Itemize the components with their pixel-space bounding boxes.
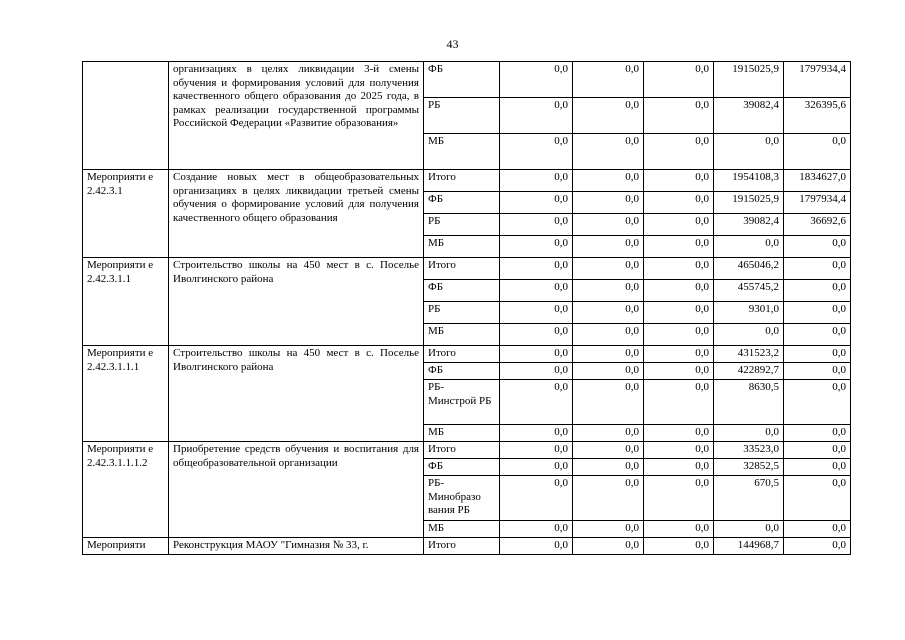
amount-cell-1: 0,0 (500, 280, 573, 302)
amount-cell-3: 0,0 (644, 236, 714, 258)
amount-cell-5: 1797934,4 (784, 192, 851, 214)
amount-cell-2: 0,0 (573, 236, 644, 258)
amount-cell-4: 422892,7 (714, 363, 784, 380)
amount-cell-3: 0,0 (644, 98, 714, 134)
measure-description-cell: Реконструкция МАОУ "Гимназия № 33, г. (169, 538, 424, 555)
amount-cell-1: 0,0 (500, 302, 573, 324)
amount-cell-1: 0,0 (500, 538, 573, 555)
amount-cell-2: 0,0 (573, 62, 644, 98)
table-row (83, 170, 851, 192)
measure-code-cell: Мероприяти е 2.42.3.1.1.1.2 (83, 442, 169, 538)
amount-cell-5: 0,0 (784, 363, 851, 380)
amount-cell-3: 0,0 (644, 258, 714, 280)
amount-cell-5: 0,0 (784, 459, 851, 476)
table-row (83, 538, 851, 555)
amount-cell-4: 670,5 (714, 476, 784, 521)
funding-source-cell: МБ (424, 236, 500, 258)
amount-cell-5: 0,0 (784, 258, 851, 280)
measure-code-cell (83, 62, 169, 170)
funding-source-cell: ФБ (424, 280, 500, 302)
funding-source-cell: РБ (424, 98, 500, 134)
funding-source-cell: ФБ (424, 192, 500, 214)
budget-table-body (83, 62, 851, 555)
funding-source-cell: РБ (424, 214, 500, 236)
amount-cell-3: 0,0 (644, 476, 714, 521)
funding-source-cell: Итого (424, 442, 500, 459)
amount-cell-4: 32852,5 (714, 459, 784, 476)
amount-cell-2: 0,0 (573, 346, 644, 363)
amount-cell-1: 0,0 (500, 170, 573, 192)
amount-cell-2: 0,0 (573, 134, 644, 170)
measure-description-cell: Строительство школы на 450 мест в с. Поселье Иволгинского района (169, 258, 424, 346)
amount-cell-1: 0,0 (500, 192, 573, 214)
funding-source-cell: РБ- Минстрой РБ (424, 380, 500, 425)
amount-cell-1: 0,0 (500, 459, 573, 476)
amount-cell-1: 0,0 (500, 62, 573, 98)
amount-cell-3: 0,0 (644, 363, 714, 380)
funding-source-cell: РБ- Минобразо вания РБ (424, 476, 500, 521)
amount-cell-1: 0,0 (500, 324, 573, 346)
amount-cell-4: 8630,5 (714, 380, 784, 425)
amount-cell-2: 0,0 (573, 380, 644, 425)
amount-cell-1: 0,0 (500, 258, 573, 280)
amount-cell-1: 0,0 (500, 521, 573, 538)
amount-cell-2: 0,0 (573, 324, 644, 346)
amount-cell-5: 0,0 (784, 476, 851, 521)
amount-cell-1: 0,0 (500, 98, 573, 134)
amount-cell-2: 0,0 (573, 459, 644, 476)
amount-cell-5: 0,0 (784, 280, 851, 302)
measure-description-cell: Приобретение средств обучения и воспитания для общеобразовательной организации (169, 442, 424, 538)
amount-cell-2: 0,0 (573, 192, 644, 214)
amount-cell-1: 0,0 (500, 236, 573, 258)
amount-cell-4: 39082,4 (714, 214, 784, 236)
measure-code-cell: Мероприяти (83, 538, 169, 555)
amount-cell-3: 0,0 (644, 302, 714, 324)
amount-cell-3: 0,0 (644, 192, 714, 214)
amount-cell-1: 0,0 (500, 442, 573, 459)
amount-cell-5: 0,0 (784, 425, 851, 442)
amount-cell-2: 0,0 (573, 476, 644, 521)
funding-source-cell: Итого (424, 346, 500, 363)
amount-cell-3: 0,0 (644, 324, 714, 346)
funding-source-cell: Итого (424, 170, 500, 192)
amount-cell-5: 0,0 (784, 134, 851, 170)
amount-cell-4: 9301,0 (714, 302, 784, 324)
amount-cell-4: 465046,2 (714, 258, 784, 280)
amount-cell-3: 0,0 (644, 214, 714, 236)
amount-cell-4: 0,0 (714, 324, 784, 346)
funding-source-cell: МБ (424, 425, 500, 442)
amount-cell-2: 0,0 (573, 442, 644, 459)
funding-source-cell: ФБ (424, 62, 500, 98)
budget-table (82, 61, 851, 555)
table-row (83, 442, 851, 459)
amount-cell-1: 0,0 (500, 380, 573, 425)
amount-cell-1: 0,0 (500, 476, 573, 521)
measure-code-cell: Мероприяти е 2.42.3.1.1 (83, 258, 169, 346)
funding-source-cell: ФБ (424, 459, 500, 476)
amount-cell-5: 0,0 (784, 236, 851, 258)
funding-source-cell: МБ (424, 521, 500, 538)
funding-source-cell: МБ (424, 324, 500, 346)
funding-source-cell: РБ (424, 302, 500, 324)
measure-description-cell: Строительство школы на 450 мест в с. Поселье Иволгинского района (169, 346, 424, 442)
amount-cell-4: 0,0 (714, 236, 784, 258)
amount-cell-5: 1834627,0 (784, 170, 851, 192)
funding-source-cell: ФБ (424, 363, 500, 380)
amount-cell-5: 0,0 (784, 442, 851, 459)
amount-cell-2: 0,0 (573, 302, 644, 324)
amount-cell-2: 0,0 (573, 363, 644, 380)
amount-cell-2: 0,0 (573, 214, 644, 236)
amount-cell-5: 0,0 (784, 538, 851, 555)
amount-cell-4: 1915025,9 (714, 62, 784, 98)
amount-cell-3: 0,0 (644, 425, 714, 442)
amount-cell-1: 0,0 (500, 425, 573, 442)
amount-cell-5: 0,0 (784, 521, 851, 538)
amount-cell-2: 0,0 (573, 521, 644, 538)
amount-cell-3: 0,0 (644, 459, 714, 476)
page-number: 43 (446, 37, 459, 51)
table-row (83, 346, 851, 363)
amount-cell-2: 0,0 (573, 170, 644, 192)
measure-code-cell: Мероприяти е 2.42.3.1 (83, 170, 169, 258)
amount-cell-3: 0,0 (644, 442, 714, 459)
amount-cell-3: 0,0 (644, 62, 714, 98)
amount-cell-5: 0,0 (784, 380, 851, 425)
amount-cell-3: 0,0 (644, 134, 714, 170)
measure-description-cell: организациях в целях ликвидации 3-й смены обучения и формирования условий для получения качественного общего образования до 2025 года, в рамках реализации государственной программы Российской Федерации «Развитие образования» (169, 62, 424, 170)
amount-cell-4: 1915025,9 (714, 192, 784, 214)
amount-cell-1: 0,0 (500, 134, 573, 170)
amount-cell-3: 0,0 (644, 346, 714, 363)
amount-cell-4: 144968,7 (714, 538, 784, 555)
amount-cell-3: 0,0 (644, 538, 714, 555)
amount-cell-5: 0,0 (784, 346, 851, 363)
funding-source-cell: Итого (424, 538, 500, 555)
amount-cell-3: 0,0 (644, 380, 714, 425)
amount-cell-4: 39082,4 (714, 98, 784, 134)
table-row (83, 62, 851, 98)
amount-cell-1: 0,0 (500, 346, 573, 363)
amount-cell-5: 0,0 (784, 324, 851, 346)
amount-cell-1: 0,0 (500, 363, 573, 380)
amount-cell-1: 0,0 (500, 214, 573, 236)
amount-cell-2: 0,0 (573, 280, 644, 302)
table-row (83, 258, 851, 280)
amount-cell-4: 431523,2 (714, 346, 784, 363)
amount-cell-3: 0,0 (644, 521, 714, 538)
amount-cell-2: 0,0 (573, 98, 644, 134)
funding-source-cell: МБ (424, 134, 500, 170)
amount-cell-4: 1954108,3 (714, 170, 784, 192)
amount-cell-4: 33523,0 (714, 442, 784, 459)
amount-cell-2: 0,0 (573, 258, 644, 280)
amount-cell-5: 1797934,4 (784, 62, 851, 98)
amount-cell-3: 0,0 (644, 170, 714, 192)
amount-cell-4: 0,0 (714, 134, 784, 170)
amount-cell-5: 326395,6 (784, 98, 851, 134)
amount-cell-5: 0,0 (784, 302, 851, 324)
measure-description-cell: Создание новых мест в общеобразовательных организациях в целях ликвидации третьей смены обучения о формирование условий для получения качественного общего образования (169, 170, 424, 258)
amount-cell-4: 455745,2 (714, 280, 784, 302)
amount-cell-4: 0,0 (714, 521, 784, 538)
amount-cell-2: 0,0 (573, 425, 644, 442)
amount-cell-5: 36692,6 (784, 214, 851, 236)
amount-cell-4: 0,0 (714, 425, 784, 442)
amount-cell-3: 0,0 (644, 280, 714, 302)
measure-code-cell: Мероприяти е 2.42.3.1.1.1 (83, 346, 169, 442)
funding-source-cell: Итого (424, 258, 500, 280)
amount-cell-2: 0,0 (573, 538, 644, 555)
